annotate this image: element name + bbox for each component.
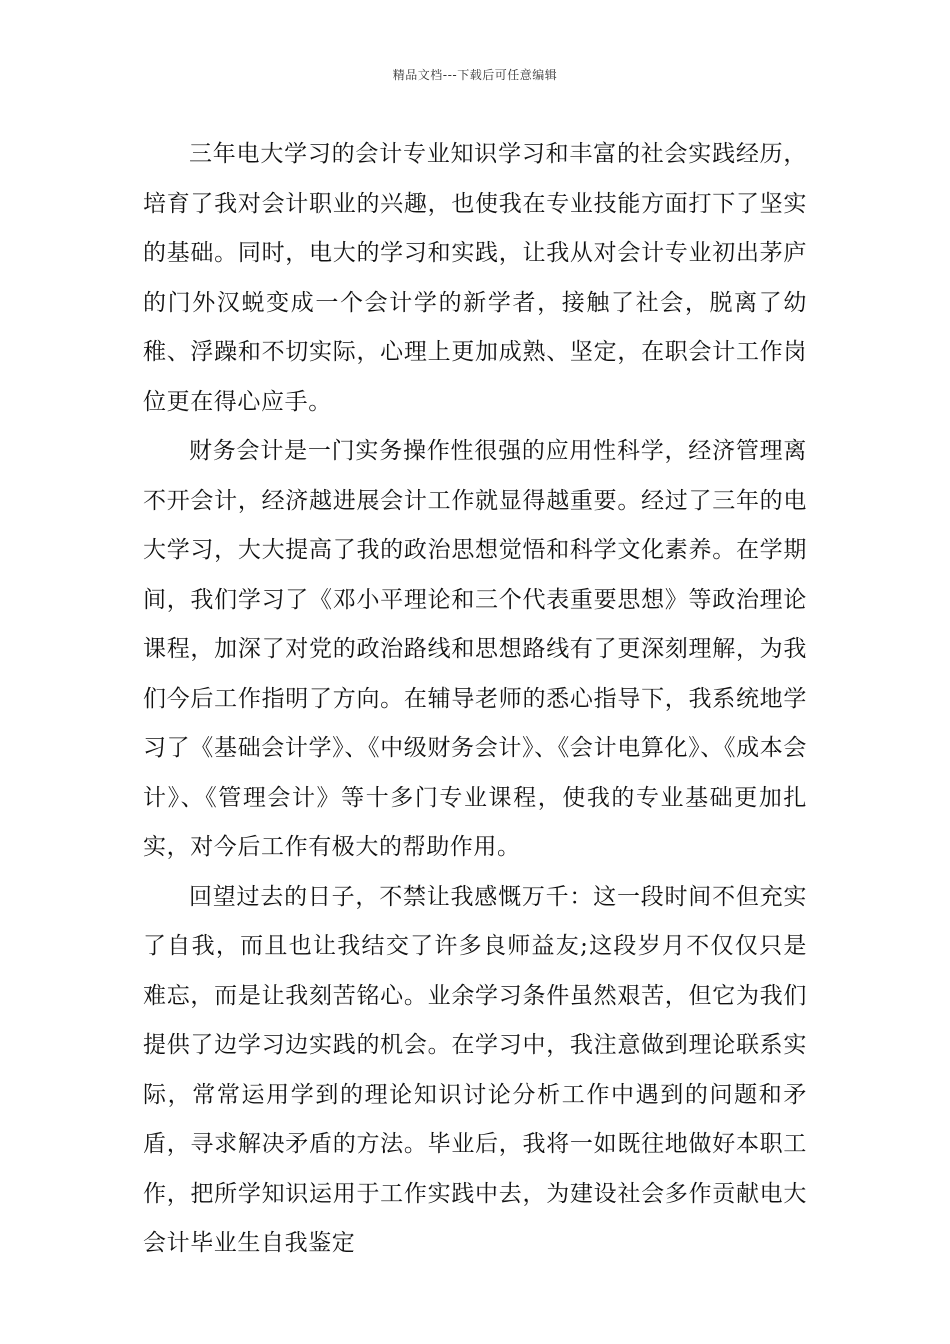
paragraph: 财务会计是一门实务操作性很强的应用性科学，经济管理离不开会计，经济越进展会计工作就显得越重要。经过了三年的电大学习，大大提高了我的政治思想觉悟和科学文化素养。在学期间，我们学习了《邓小平理论和三个代表重要思想》等政治理论课程，加深了对党的政治路线和思想路线有了更深刻理解，为我们今后工作指明了方向。在辅导老师的悉心指导下，我系统地学习了《基础会计学》、《中级财务会计》、《会计电算化》、《成本会计》、《管理会计》等十多门专业课程，使我的专业基础更加扎实，对今后工作有极大的帮助作用。 — [143, 438, 807, 860]
page-header: 精品文档---下载后可任意编辑 — [392, 68, 558, 82]
paragraph: 回望过去的日子，不禁让我感慨万千：这一段时间不但充实了自我，而且也让我结交了许多良师益友;这段岁月不仅仅只是难忘，而是让我刻苦铭心。业余学习条件虽然艰苦，但它为我们提供了边学习边实践的机会。在学习中，我注意做到理论联系实际，常常运用学到的理论知识讨论分析工作中遇到的问题和矛盾，寻求解决矛盾的方法。毕业后，我将一如既往地做好本职工作，把所学知识运用于工作实践中去，为建设社会多作贡献电大会计毕业生自我鉴定 — [143, 883, 807, 1256]
document-body — [143, 130, 807, 1269]
paragraph: 三年电大学习的会计专业知识学习和丰富的社会实践经历，培育了我对会计职业的兴趣，也使我在专业技能方面打下了坚实的基础。同时，电大的学习和实践，让我从对会计专业初出茅庐的门外汉蜕变成一个会计学的新学者，接触了社会，脱离了幼稚、浮躁和不切实际，心理上更加成熟、坚定，在职会计工作岗位更在得心应手。 — [143, 141, 807, 415]
